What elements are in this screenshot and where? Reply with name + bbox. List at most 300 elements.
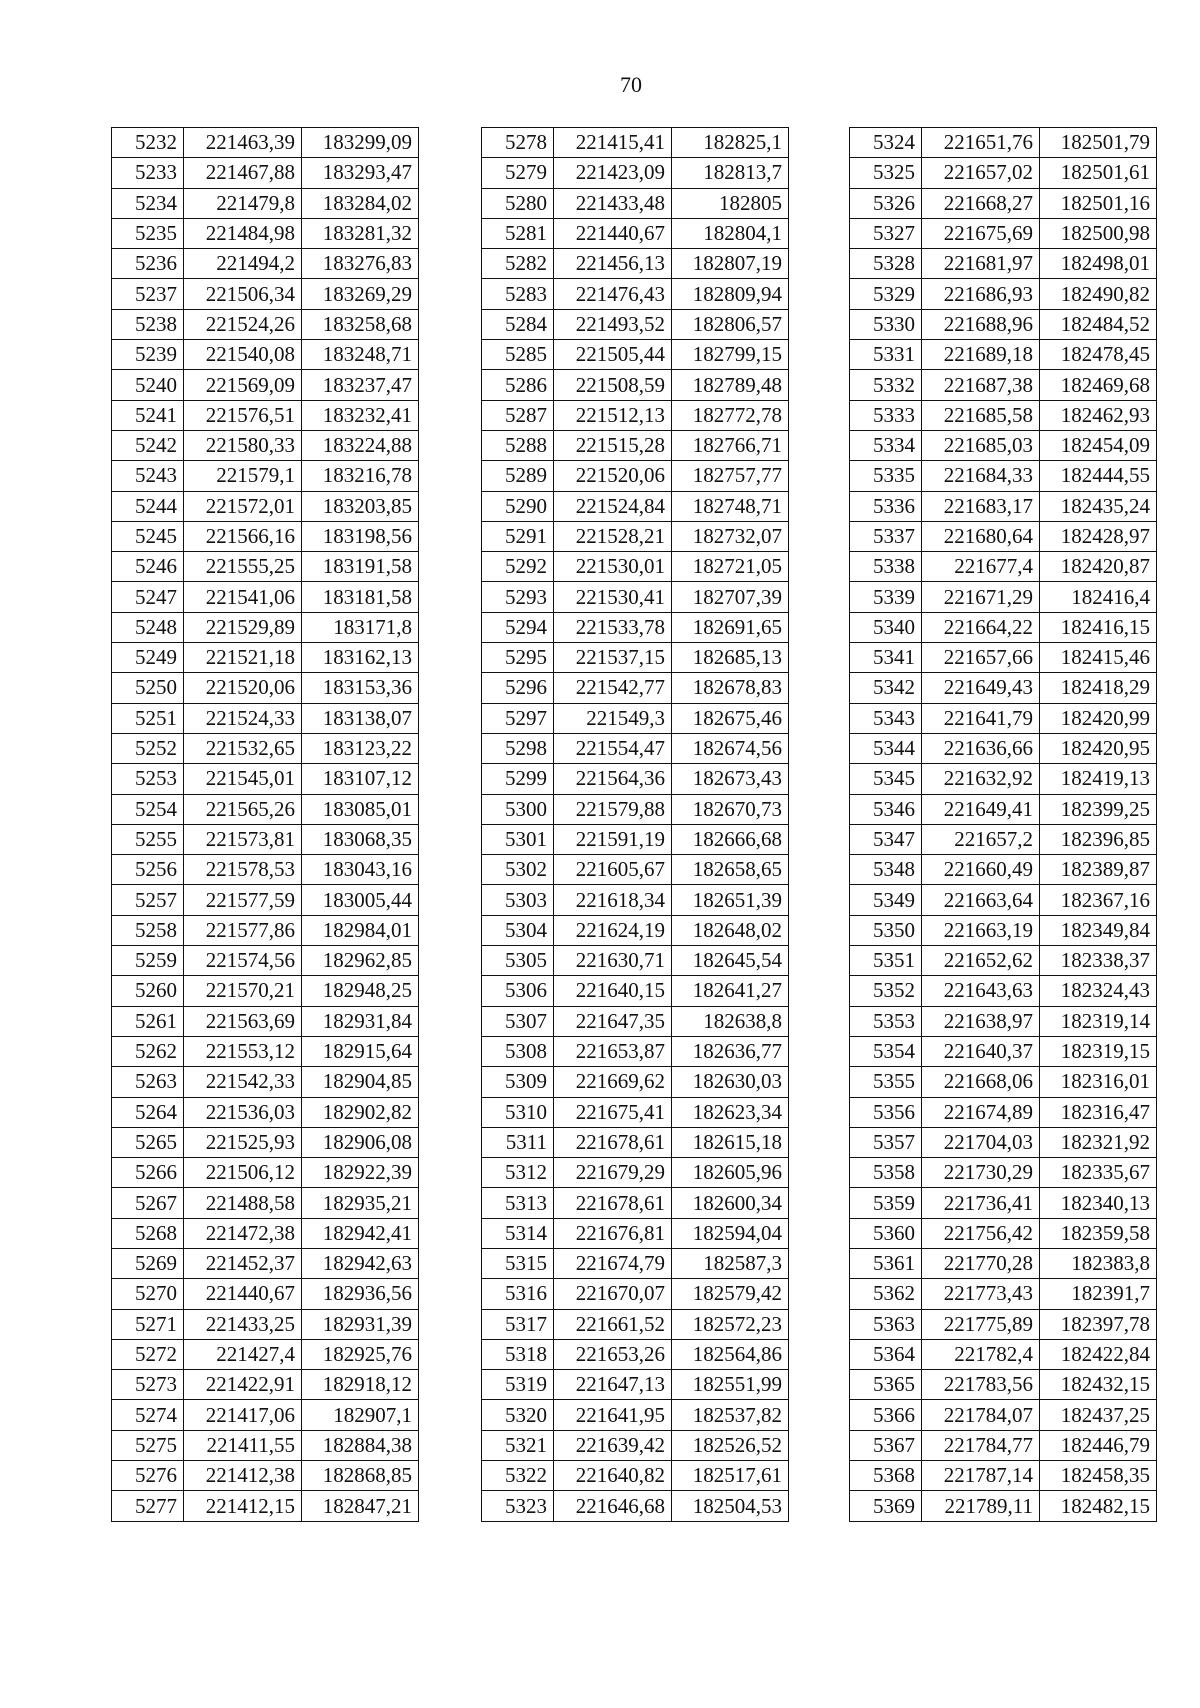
- y-coordinate-cell: 183085,01: [302, 794, 419, 824]
- y-coordinate-cell: 182732,07: [672, 521, 789, 551]
- point-number-cell: 5332: [850, 370, 922, 400]
- table-row: [112, 461, 419, 491]
- point-number-cell: 5270: [112, 1279, 184, 1309]
- y-coordinate-cell: 182807,19: [672, 249, 789, 279]
- table-row: [482, 946, 789, 976]
- point-number-cell: 5322: [482, 1461, 554, 1491]
- y-coordinate-cell: 183107,12: [302, 764, 419, 794]
- y-coordinate-cell: 182685,13: [672, 643, 789, 673]
- table-row: [850, 552, 1157, 582]
- y-coordinate-cell: 183258,68: [302, 309, 419, 339]
- y-coordinate-cell: 182925,76: [302, 1339, 419, 1369]
- y-coordinate-cell: 182396,85: [1040, 824, 1157, 854]
- point-number-cell: 5259: [112, 946, 184, 976]
- table-row: [112, 1491, 419, 1521]
- y-coordinate-cell: 182454,09: [1040, 430, 1157, 460]
- x-coordinate-cell: 221506,12: [184, 1158, 302, 1188]
- x-coordinate-cell: 221532,65: [184, 733, 302, 763]
- y-coordinate-cell: 182813,7: [672, 158, 789, 188]
- y-coordinate-cell: 182338,37: [1040, 946, 1157, 976]
- point-number-cell: 5359: [850, 1188, 922, 1218]
- x-coordinate-cell: 221574,56: [184, 946, 302, 976]
- x-coordinate-cell: 221452,37: [184, 1248, 302, 1278]
- x-coordinate-cell: 221525,93: [184, 1127, 302, 1157]
- y-coordinate-cell: 182674,56: [672, 733, 789, 763]
- point-number-cell: 5321: [482, 1430, 554, 1460]
- x-coordinate-cell: 221411,55: [184, 1430, 302, 1460]
- x-coordinate-cell: 221679,29: [554, 1158, 672, 1188]
- x-coordinate-cell: 221440,67: [184, 1279, 302, 1309]
- x-coordinate-cell: 221566,16: [184, 521, 302, 551]
- x-coordinate-cell: 221678,61: [554, 1127, 672, 1157]
- y-coordinate-cell: 182498,01: [1040, 249, 1157, 279]
- y-coordinate-cell: 182884,38: [302, 1430, 419, 1460]
- x-coordinate-cell: 221412,38: [184, 1461, 302, 1491]
- x-coordinate-cell: 221668,06: [922, 1067, 1040, 1097]
- table-row: [850, 733, 1157, 763]
- x-coordinate-cell: 221476,43: [554, 279, 672, 309]
- point-number-cell: 5246: [112, 552, 184, 582]
- x-coordinate-cell: 221649,43: [922, 673, 1040, 703]
- point-number-cell: 5241: [112, 400, 184, 430]
- x-coordinate-cell: 221632,92: [922, 764, 1040, 794]
- y-coordinate-cell: 182572,23: [672, 1309, 789, 1339]
- x-coordinate-cell: 221783,56: [922, 1370, 1040, 1400]
- table-row: [112, 1158, 419, 1188]
- y-coordinate-cell: 182316,47: [1040, 1097, 1157, 1127]
- y-coordinate-cell: 182962,85: [302, 946, 419, 976]
- x-coordinate-cell: 221756,42: [922, 1218, 1040, 1248]
- y-coordinate-cell: 183162,13: [302, 643, 419, 673]
- point-number-cell: 5298: [482, 733, 554, 763]
- x-coordinate-cell: 221657,2: [922, 824, 1040, 854]
- table-row: [850, 430, 1157, 460]
- y-coordinate-cell: 182673,43: [672, 764, 789, 794]
- y-coordinate-cell: 182526,52: [672, 1430, 789, 1460]
- point-number-cell: 5367: [850, 1430, 922, 1460]
- point-number-cell: 5343: [850, 703, 922, 733]
- point-number-cell: 5355: [850, 1067, 922, 1097]
- x-coordinate-cell: 221704,03: [922, 1127, 1040, 1157]
- y-coordinate-cell: 182319,14: [1040, 1006, 1157, 1036]
- x-coordinate-cell: 221686,93: [922, 279, 1040, 309]
- y-coordinate-cell: 183181,58: [302, 582, 419, 612]
- point-number-cell: 5341: [850, 643, 922, 673]
- x-coordinate-cell: 221488,58: [184, 1188, 302, 1218]
- point-number-cell: 5320: [482, 1400, 554, 1430]
- table-row: [112, 1188, 419, 1218]
- y-coordinate-cell: 182678,83: [672, 673, 789, 703]
- x-coordinate-cell: 221515,28: [554, 430, 672, 460]
- x-coordinate-cell: 221580,33: [184, 430, 302, 460]
- table-row: [850, 885, 1157, 915]
- x-coordinate-cell: 221653,87: [554, 1036, 672, 1066]
- point-number-cell: 5347: [850, 824, 922, 854]
- point-number-cell: 5281: [482, 218, 554, 248]
- table-row: [482, 673, 789, 703]
- x-coordinate-cell: 221541,06: [184, 582, 302, 612]
- x-coordinate-cell: 221579,88: [554, 794, 672, 824]
- x-coordinate-cell: 221554,47: [554, 733, 672, 763]
- table-row: [112, 430, 419, 460]
- y-coordinate-cell: 182809,94: [672, 279, 789, 309]
- table-row: [482, 552, 789, 582]
- table-row: [850, 1400, 1157, 1430]
- x-coordinate-cell: 221782,4: [922, 1339, 1040, 1369]
- x-coordinate-cell: 221671,29: [922, 582, 1040, 612]
- x-coordinate-cell: 221440,67: [554, 218, 672, 248]
- point-number-cell: 5275: [112, 1430, 184, 1460]
- table-row: [850, 643, 1157, 673]
- y-coordinate-cell: 182415,46: [1040, 643, 1157, 673]
- page-number: 70: [620, 72, 642, 97]
- y-coordinate-cell: 182915,64: [302, 1036, 419, 1066]
- point-number-cell: 5369: [850, 1491, 922, 1521]
- point-number-cell: 5279: [482, 158, 554, 188]
- table-row: [112, 1006, 419, 1036]
- table-row: [482, 521, 789, 551]
- x-coordinate-cell: 221433,25: [184, 1309, 302, 1339]
- point-number-cell: 5363: [850, 1309, 922, 1339]
- table-row: [112, 340, 419, 370]
- point-number-cell: 5273: [112, 1370, 184, 1400]
- table-row: [112, 1279, 419, 1309]
- table-row: [482, 703, 789, 733]
- table-row: [112, 370, 419, 400]
- point-number-cell: 5234: [112, 188, 184, 218]
- table-row: [112, 521, 419, 551]
- point-number-cell: 5338: [850, 552, 922, 582]
- y-coordinate-cell: 182501,16: [1040, 188, 1157, 218]
- table-row: [850, 1248, 1157, 1278]
- y-coordinate-cell: 182428,97: [1040, 521, 1157, 551]
- y-coordinate-cell: 182847,21: [302, 1491, 419, 1521]
- point-number-cell: 5311: [482, 1127, 554, 1157]
- point-number-cell: 5351: [850, 946, 922, 976]
- y-coordinate-cell: 182805: [672, 188, 789, 218]
- point-number-cell: 5272: [112, 1339, 184, 1369]
- x-coordinate-cell: 221533,78: [554, 612, 672, 642]
- y-coordinate-cell: 182935,21: [302, 1188, 419, 1218]
- x-coordinate-cell: 221676,81: [554, 1218, 672, 1248]
- point-number-cell: 5240: [112, 370, 184, 400]
- point-number-cell: 5235: [112, 218, 184, 248]
- table-row: [482, 764, 789, 794]
- point-number-cell: 5290: [482, 491, 554, 521]
- table-row: [850, 1067, 1157, 1097]
- x-coordinate-cell: 221479,8: [184, 188, 302, 218]
- x-coordinate-cell: 221569,09: [184, 370, 302, 400]
- y-coordinate-cell: 182416,4: [1040, 582, 1157, 612]
- table-row: [850, 218, 1157, 248]
- y-coordinate-cell: 182340,13: [1040, 1188, 1157, 1218]
- point-number-cell: 5244: [112, 491, 184, 521]
- point-number-cell: 5357: [850, 1127, 922, 1157]
- point-number-cell: 5285: [482, 340, 554, 370]
- x-coordinate-cell: 221433,48: [554, 188, 672, 218]
- point-number-cell: 5250: [112, 673, 184, 703]
- y-coordinate-cell: 182641,27: [672, 976, 789, 1006]
- point-number-cell: 5348: [850, 855, 922, 885]
- y-coordinate-cell: 182623,34: [672, 1097, 789, 1127]
- y-coordinate-cell: 182922,39: [302, 1158, 419, 1188]
- y-coordinate-cell: 182918,12: [302, 1370, 419, 1400]
- point-number-cell: 5310: [482, 1097, 554, 1127]
- table-row: [112, 1370, 419, 1400]
- table-row: [850, 703, 1157, 733]
- table-row: [850, 612, 1157, 642]
- point-number-cell: 5249: [112, 643, 184, 673]
- table-row: [850, 1158, 1157, 1188]
- point-number-cell: 5299: [482, 764, 554, 794]
- point-number-cell: 5301: [482, 824, 554, 854]
- point-number-cell: 5292: [482, 552, 554, 582]
- x-coordinate-cell: 221643,63: [922, 976, 1040, 1006]
- y-coordinate-cell: 182324,43: [1040, 976, 1157, 1006]
- y-coordinate-cell: 182478,45: [1040, 340, 1157, 370]
- x-coordinate-cell: 221787,14: [922, 1461, 1040, 1491]
- y-coordinate-cell: 182391,7: [1040, 1279, 1157, 1309]
- table-row: [112, 946, 419, 976]
- x-coordinate-cell: 221640,82: [554, 1461, 672, 1491]
- x-coordinate-cell: 221472,38: [184, 1218, 302, 1248]
- y-coordinate-cell: 183043,16: [302, 855, 419, 885]
- point-number-cell: 5261: [112, 1006, 184, 1036]
- y-coordinate-cell: 182648,02: [672, 915, 789, 945]
- table-row: [850, 309, 1157, 339]
- point-number-cell: 5352: [850, 976, 922, 1006]
- table-row: [112, 1097, 419, 1127]
- point-number-cell: 5282: [482, 249, 554, 279]
- x-coordinate-cell: 221652,62: [922, 946, 1040, 976]
- x-coordinate-cell: 221618,34: [554, 885, 672, 915]
- table-row: [112, 855, 419, 885]
- table-row: [482, 885, 789, 915]
- point-number-cell: 5286: [482, 370, 554, 400]
- y-coordinate-cell: 182789,48: [672, 370, 789, 400]
- table-row: [112, 1127, 419, 1157]
- x-coordinate-cell: 221467,88: [184, 158, 302, 188]
- y-coordinate-cell: 182651,39: [672, 885, 789, 915]
- x-coordinate-cell: 221660,49: [922, 855, 1040, 885]
- x-coordinate-cell: 221647,13: [554, 1370, 672, 1400]
- point-number-cell: 5280: [482, 188, 554, 218]
- point-number-cell: 5248: [112, 612, 184, 642]
- y-coordinate-cell: 183237,47: [302, 370, 419, 400]
- table-row: [482, 1491, 789, 1521]
- table-row: [482, 370, 789, 400]
- x-coordinate-cell: 221680,64: [922, 521, 1040, 551]
- point-number-cell: 5354: [850, 1036, 922, 1066]
- point-number-cell: 5294: [482, 612, 554, 642]
- x-coordinate-cell: 221542,33: [184, 1067, 302, 1097]
- point-number-cell: 5255: [112, 824, 184, 854]
- x-coordinate-cell: 221536,03: [184, 1097, 302, 1127]
- table-row: [482, 279, 789, 309]
- x-coordinate-cell: 221624,19: [554, 915, 672, 945]
- table-row: [482, 1370, 789, 1400]
- point-number-cell: 5245: [112, 521, 184, 551]
- point-number-cell: 5277: [112, 1491, 184, 1521]
- y-coordinate-cell: 182501,61: [1040, 158, 1157, 188]
- point-number-cell: 5350: [850, 915, 922, 945]
- y-coordinate-cell: 182418,29: [1040, 673, 1157, 703]
- x-coordinate-cell: 221677,4: [922, 552, 1040, 582]
- y-coordinate-cell: 182638,8: [672, 1006, 789, 1036]
- y-coordinate-cell: 182500,98: [1040, 218, 1157, 248]
- point-number-cell: 5329: [850, 279, 922, 309]
- table-row: [850, 915, 1157, 945]
- point-number-cell: 5302: [482, 855, 554, 885]
- x-coordinate-cell: 221639,42: [554, 1430, 672, 1460]
- y-coordinate-cell: 182517,61: [672, 1461, 789, 1491]
- table-row: [482, 855, 789, 885]
- point-number-cell: 5287: [482, 400, 554, 430]
- table-row: [482, 915, 789, 945]
- y-coordinate-cell: 182399,25: [1040, 794, 1157, 824]
- table-row: [850, 521, 1157, 551]
- x-coordinate-cell: 221520,06: [554, 461, 672, 491]
- x-coordinate-cell: 221591,19: [554, 824, 672, 854]
- table-row: [850, 1370, 1157, 1400]
- point-number-cell: 5295: [482, 643, 554, 673]
- x-coordinate-cell: 221494,2: [184, 249, 302, 279]
- y-coordinate-cell: 183216,78: [302, 461, 419, 491]
- y-coordinate-cell: 182691,65: [672, 612, 789, 642]
- point-number-cell: 5356: [850, 1097, 922, 1127]
- point-number-cell: 5339: [850, 582, 922, 612]
- x-coordinate-cell: 221524,33: [184, 703, 302, 733]
- table-row: [850, 400, 1157, 430]
- table-row: [482, 612, 789, 642]
- x-coordinate-cell: 221555,25: [184, 552, 302, 582]
- y-coordinate-cell: 182422,84: [1040, 1339, 1157, 1369]
- y-coordinate-cell: 182906,08: [302, 1127, 419, 1157]
- y-coordinate-cell: 182772,78: [672, 400, 789, 430]
- y-coordinate-cell: 182605,96: [672, 1158, 789, 1188]
- x-coordinate-cell: 221577,59: [184, 885, 302, 915]
- point-number-cell: 5342: [850, 673, 922, 703]
- y-coordinate-cell: 183284,02: [302, 188, 419, 218]
- y-coordinate-cell: 182462,93: [1040, 400, 1157, 430]
- table-row: [112, 158, 419, 188]
- x-coordinate-cell: 221577,86: [184, 915, 302, 945]
- x-coordinate-cell: 221456,13: [554, 249, 672, 279]
- y-coordinate-cell: 183281,32: [302, 218, 419, 248]
- table-row: [112, 552, 419, 582]
- table-row: [112, 309, 419, 339]
- x-coordinate-cell: 221565,26: [184, 794, 302, 824]
- y-coordinate-cell: 182482,15: [1040, 1491, 1157, 1521]
- x-coordinate-cell: 221640,37: [922, 1036, 1040, 1066]
- table-row: [850, 279, 1157, 309]
- x-coordinate-cell: 221570,21: [184, 976, 302, 1006]
- y-coordinate-cell: 182490,82: [1040, 279, 1157, 309]
- point-number-cell: 5340: [850, 612, 922, 642]
- point-number-cell: 5308: [482, 1036, 554, 1066]
- y-coordinate-cell: 182630,03: [672, 1067, 789, 1097]
- table-row: [850, 1430, 1157, 1460]
- table-row: [482, 582, 789, 612]
- x-coordinate-cell: 221641,95: [554, 1400, 672, 1430]
- table-row: [850, 794, 1157, 824]
- y-coordinate-cell: 182389,87: [1040, 855, 1157, 885]
- y-coordinate-cell: 183123,22: [302, 733, 419, 763]
- point-number-cell: 5306: [482, 976, 554, 1006]
- y-coordinate-cell: 182416,15: [1040, 612, 1157, 642]
- table-row: [482, 1006, 789, 1036]
- point-number-cell: 5328: [850, 249, 922, 279]
- y-coordinate-cell: 182349,84: [1040, 915, 1157, 945]
- y-coordinate-cell: 182825,1: [672, 128, 789, 158]
- x-coordinate-cell: 221784,77: [922, 1430, 1040, 1460]
- point-number-cell: 5346: [850, 794, 922, 824]
- table-row: [482, 1339, 789, 1369]
- x-coordinate-cell: 221529,89: [184, 612, 302, 642]
- x-coordinate-cell: 221675,69: [922, 218, 1040, 248]
- y-coordinate-cell: 182670,73: [672, 794, 789, 824]
- point-number-cell: 5283: [482, 279, 554, 309]
- point-number-cell: 5268: [112, 1218, 184, 1248]
- table-row: [482, 249, 789, 279]
- point-number-cell: 5368: [850, 1461, 922, 1491]
- table-row: [482, 1400, 789, 1430]
- point-number-cell: 5326: [850, 188, 922, 218]
- y-coordinate-cell: 183191,58: [302, 552, 419, 582]
- y-coordinate-cell: 182420,95: [1040, 733, 1157, 763]
- point-number-cell: 5325: [850, 158, 922, 188]
- table-row: [850, 1339, 1157, 1369]
- y-coordinate-cell: 183068,35: [302, 824, 419, 854]
- point-number-cell: 5313: [482, 1188, 554, 1218]
- x-coordinate-cell: 221784,07: [922, 1400, 1040, 1430]
- table-row: [850, 855, 1157, 885]
- x-coordinate-cell: 221524,84: [554, 491, 672, 521]
- point-number-cell: 5289: [482, 461, 554, 491]
- point-number-cell: 5278: [482, 128, 554, 158]
- table-row: [112, 249, 419, 279]
- table-row: [482, 1036, 789, 1066]
- point-number-cell: 5262: [112, 1036, 184, 1066]
- x-coordinate-cell: 221630,71: [554, 946, 672, 976]
- point-number-cell: 5276: [112, 1461, 184, 1491]
- point-number-cell: 5305: [482, 946, 554, 976]
- x-coordinate-cell: 221688,96: [922, 309, 1040, 339]
- point-number-cell: 5260: [112, 976, 184, 1006]
- point-number-cell: 5319: [482, 1370, 554, 1400]
- table-row: [482, 1248, 789, 1278]
- point-number-cell: 5358: [850, 1158, 922, 1188]
- table-row: [482, 824, 789, 854]
- point-number-cell: 5327: [850, 218, 922, 248]
- x-coordinate-cell: 221540,08: [184, 340, 302, 370]
- y-coordinate-cell: 182931,84: [302, 1006, 419, 1036]
- x-coordinate-cell: 221422,91: [184, 1370, 302, 1400]
- table-row: [112, 612, 419, 642]
- x-coordinate-cell: 221674,89: [922, 1097, 1040, 1127]
- point-number-cell: 5312: [482, 1158, 554, 1188]
- point-number-cell: 5274: [112, 1400, 184, 1430]
- x-coordinate-cell: 221687,38: [922, 370, 1040, 400]
- x-coordinate-cell: 221484,98: [184, 218, 302, 248]
- x-coordinate-cell: 221681,97: [922, 249, 1040, 279]
- point-number-cell: 5307: [482, 1006, 554, 1036]
- y-coordinate-cell: 182432,15: [1040, 1370, 1157, 1400]
- coordinates-table-3: [849, 127, 1157, 1522]
- table-row: [482, 794, 789, 824]
- point-number-cell: 5334: [850, 430, 922, 460]
- x-coordinate-cell: 221670,07: [554, 1279, 672, 1309]
